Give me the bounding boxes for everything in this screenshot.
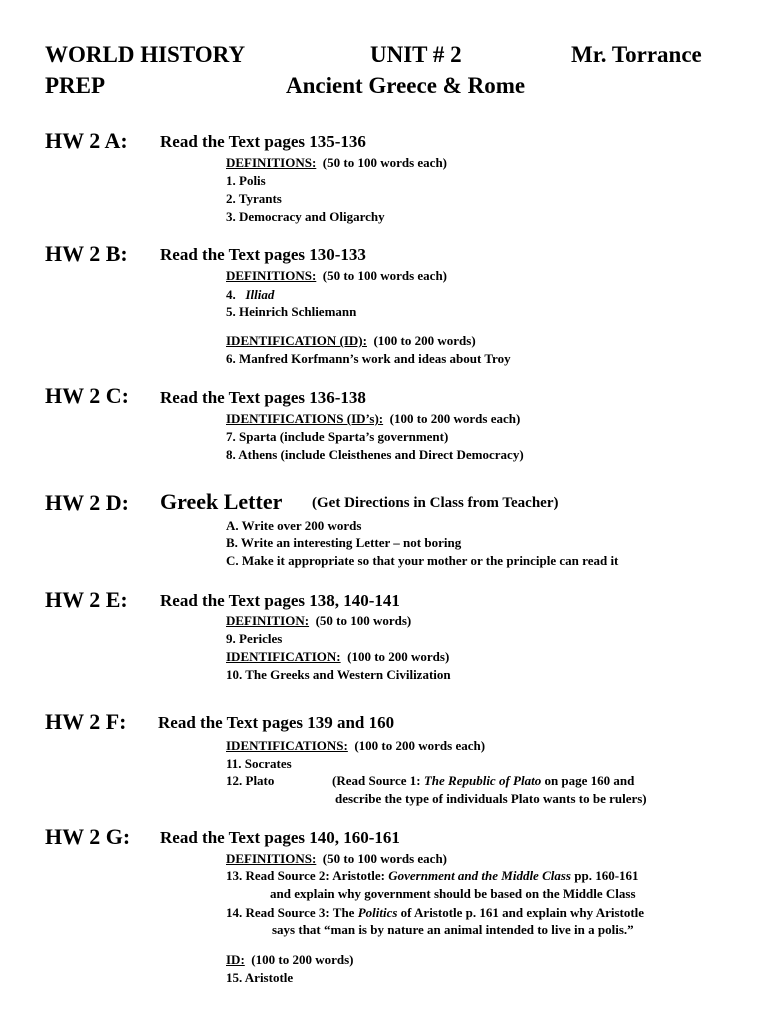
hw-b-definitions: DEFINITIONS: (50 to 100 words each): [226, 268, 448, 283]
hw-g-item-15: 15. Aristotle: [226, 970, 294, 985]
hw-f-label: HW 2 F:: [45, 709, 127, 734]
hw-d-item: A. Write over 200 words: [226, 518, 362, 533]
hw-b-item-4: 4. Illiad: [226, 287, 275, 302]
hw-b-title: Read the Text pages 130-133: [160, 245, 366, 264]
hw-c-item-7: 7. Sparta (include Sparta’s government): [226, 429, 449, 444]
hw-c-identifications: IDENTIFICATIONS (ID’s): (100 to 200 words each): [226, 411, 521, 426]
hw-f-item-12: 12. Plato: [226, 773, 275, 788]
hw-e-definition: DEFINITION: (50 to 100 words): [226, 613, 412, 628]
hw-a-label: HW 2 A:: [45, 128, 128, 153]
unit-number: UNIT # 2: [370, 42, 462, 67]
hw-a-definitions: DEFINITIONS: (50 to 100 words each): [226, 155, 448, 170]
hw-a-item: 3. Democracy and Oligarchy: [226, 209, 385, 224]
hw-a-title: Read the Text pages 135-136: [160, 132, 366, 151]
hw-f-item-11: 11. Socrates: [226, 756, 292, 771]
hw-d-label: HW 2 D:: [45, 490, 129, 515]
hw-b-identification: IDENTIFICATION (ID): (100 to 200 words): [226, 333, 476, 348]
hw-f-identifications: IDENTIFICATIONS: (100 to 200 words each): [226, 738, 486, 753]
hw-e-item-9: 9. Pericles: [226, 631, 283, 646]
hw-e-item-10: 10. The Greeks and Western Civilization: [226, 667, 451, 682]
hw-d-item: C. Make it appropriate so that your mother or the principle can read it: [226, 553, 619, 568]
hw-b-item-5: 5. Heinrich Schliemann: [226, 304, 357, 319]
hw-e-title: Read the Text pages 138, 140-141: [160, 591, 400, 610]
course-title: WORLD HISTORY: [45, 42, 246, 67]
hw-d-item: B. Write an interesting Letter – not boring: [226, 535, 462, 550]
hw-g-item-13: 13. Read Source 2: Aristotle: Government and the Middle Class pp. 160-161: [226, 868, 639, 883]
hw-g-label: HW 2 G:: [45, 824, 131, 849]
hw-c-item-8: 8. Athens (include Cleisthenes and Direct Democracy): [226, 447, 524, 462]
hw-g-item-13-line2: and explain why government should be based on the Middle Class: [270, 886, 636, 901]
hw-b-label: HW 2 B:: [45, 241, 128, 266]
hw-g-item-14-line2: says that “man is by nature an animal intended to live in a polis.”: [272, 922, 634, 937]
hw-f-title: Read the Text pages 139 and 160: [158, 713, 395, 732]
teacher-name: Mr. Torrance: [571, 42, 702, 67]
hw-c-title: Read the Text pages 136-138: [160, 388, 366, 407]
hw-g-definitions: DEFINITIONS: (50 to 100 words each): [226, 851, 448, 866]
hw-b-item-6: 6. Manfred Korfmann’s work and ideas about Troy: [226, 351, 511, 366]
hw-d-title: Greek Letter: [160, 489, 283, 514]
unit-title: Ancient Greece & Rome: [286, 73, 526, 98]
hw-e-identification: IDENTIFICATION: (100 to 200 words): [226, 649, 450, 664]
hw-c-label: HW 2 C:: [45, 383, 129, 408]
hw-e-label: HW 2 E:: [45, 587, 128, 612]
hw-a-item: 1. Polis: [226, 173, 266, 188]
hw-g-item-14: 14. Read Source 3: The Politics of Aristotle p. 161 and explain why Aristotle: [226, 905, 645, 920]
hw-g-title: Read the Text pages 140, 160-161: [160, 828, 400, 847]
course-level: PREP: [45, 73, 106, 98]
hw-a-item: 2. Tyrants: [226, 191, 282, 206]
hw-f-item-12-note-line2: describe the type of individuals Plato wants to be rulers): [335, 791, 647, 806]
hw-g-id: ID: (100 to 200 words): [226, 952, 354, 967]
hw-d-title-note: (Get Directions in Class from Teacher): [312, 495, 559, 511]
hw-f-item-12-note: (Read Source 1: The Republic of Plato on page 160 and: [332, 773, 635, 788]
